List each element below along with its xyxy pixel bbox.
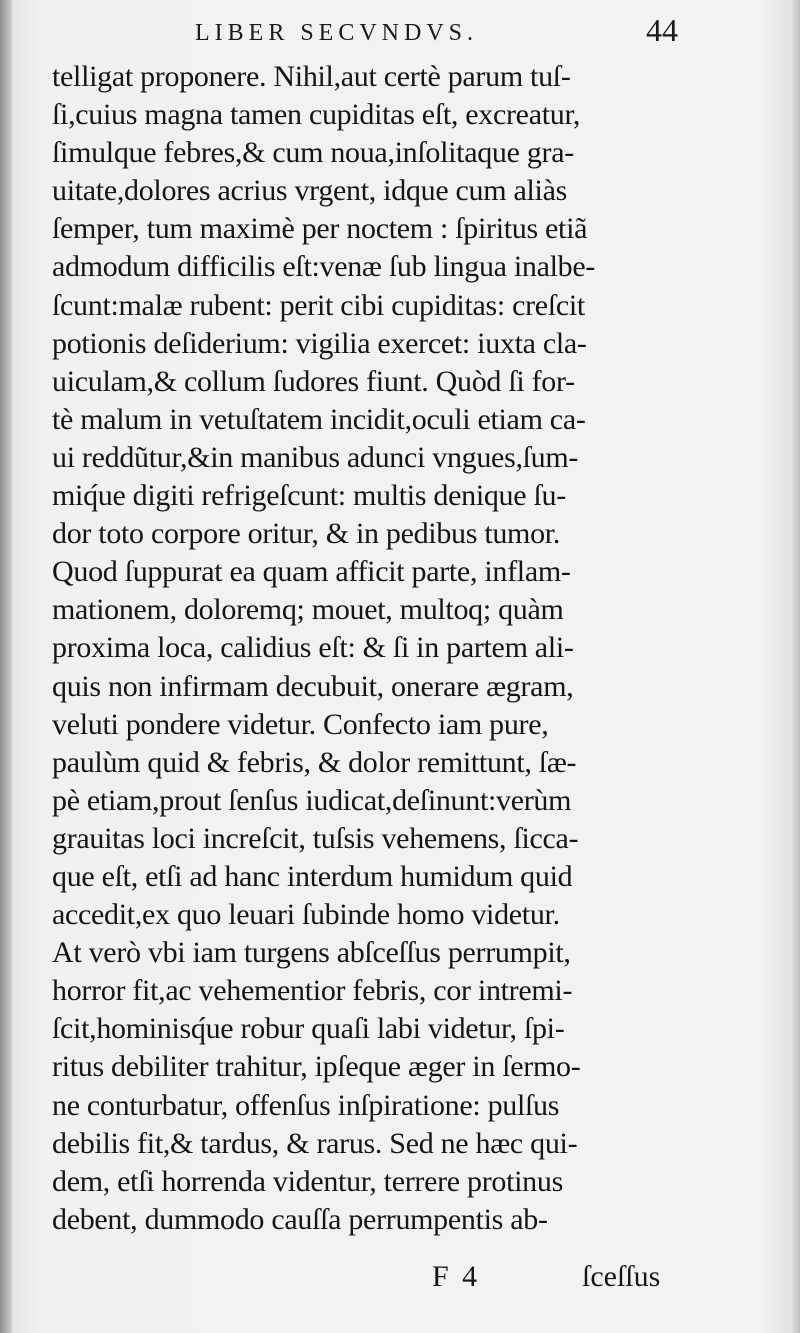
running-head (0, 12, 800, 52)
page-number: 44 (646, 12, 678, 48)
page-edge (790, 0, 800, 1333)
text-line: telligat proponere. Nihil,aut certè parum tuſ- (52, 60, 571, 93)
body-text (52, 58, 670, 1239)
text-line: debent, dummodo cauſſa perrumpentis ab- (52, 1202, 548, 1236)
text-line: ſemper, tum maximè per noctem : ſpiritus etiã (52, 212, 588, 246)
page-footer (0, 1258, 800, 1298)
text-line: quis non infirmam decubuit, onerare ægram, (52, 669, 574, 703)
text-line: paulùm quid & febris, & dolor remittunt, ſæ- (52, 745, 577, 779)
text-line: dor toto corpore oritur, & in pedibus tumor. (52, 517, 561, 551)
text-line: ritus debiliter trahitur, ipſeque æger in ſermo- (52, 1050, 581, 1084)
text-line: ſi,cuius magna tamen cupiditas eſt, excreatur, (52, 98, 581, 132)
text-line: accedit,ex quo leuari ſubinde homo videtur. (52, 898, 560, 932)
text-line: Quod ſuppurat ea quam afficit parte, inflam- (52, 555, 571, 589)
text-line: admodum difficilis eſt:venæ ſub lingua inalbe- (52, 250, 596, 284)
text-line: debilis fit,& tardus, & rarus. Sed ne hæc qui- (52, 1126, 578, 1160)
catchword: ſceſſus (582, 1260, 661, 1293)
text-line: potionis deſiderium: vigilia exercet: iuxta cla- (52, 326, 587, 360)
text-line: horror fit,ac vehementior febris, cor intremi- (52, 974, 573, 1008)
text-line: At verò vbi iam turgens abſceſſus perrumpit, (52, 936, 571, 970)
text-line: tè malum in vetuſtatem incidit,oculi etiam ca- (52, 402, 586, 436)
text-line: ui reddũtur,&in manibus adunci vngues,ſum- (52, 440, 579, 474)
signature-mark: F 4 (432, 1260, 478, 1293)
text-line: ſcunt:malæ rubent: perit cibi cupiditas: creſcit (52, 288, 585, 322)
text-line: miq́ue digiti refrigeſcunt: multis denique ſu- (52, 479, 566, 513)
text-line: mationem, doloremq; mouet, multoq; quàm (52, 593, 564, 627)
text-line: ſimulque febres,& cum noua,inſolitaque gra- (52, 136, 574, 170)
text-line: veluti pondere videtur. Confecto iam pure, (52, 707, 549, 741)
running-head-title: LIBER SECVNDVS. (195, 20, 479, 46)
text-line: ne conturbatur, offenſus inſpiratione: pulſus (52, 1088, 560, 1122)
text-line: uiculam,& collum ſudores fiunt. Quòd ſi for- (52, 364, 575, 398)
text-line: pè etiam,prout ſenſus iudicat,deſinunt:verùm (52, 783, 572, 817)
text-line: que eſt, etſi ad hanc interdum humidum quid (52, 859, 573, 893)
text-line: proxima loca, calidius eſt: & ſi in partem ali- (52, 631, 574, 665)
text-line: grauitas loci increſcit, tuſsis vehemens, ſicca- (52, 821, 579, 855)
page-gutter-shadow (0, 0, 12, 1333)
text-line: dem, etſi horrenda videntur, terrere protinus (52, 1164, 563, 1198)
text-line: uitate,dolores acrius vrgent, idque cum aliàs (52, 174, 567, 208)
text-line: ſcit,hominisq́ue robur quaſi labi videtur, ſpi- (52, 1012, 565, 1046)
